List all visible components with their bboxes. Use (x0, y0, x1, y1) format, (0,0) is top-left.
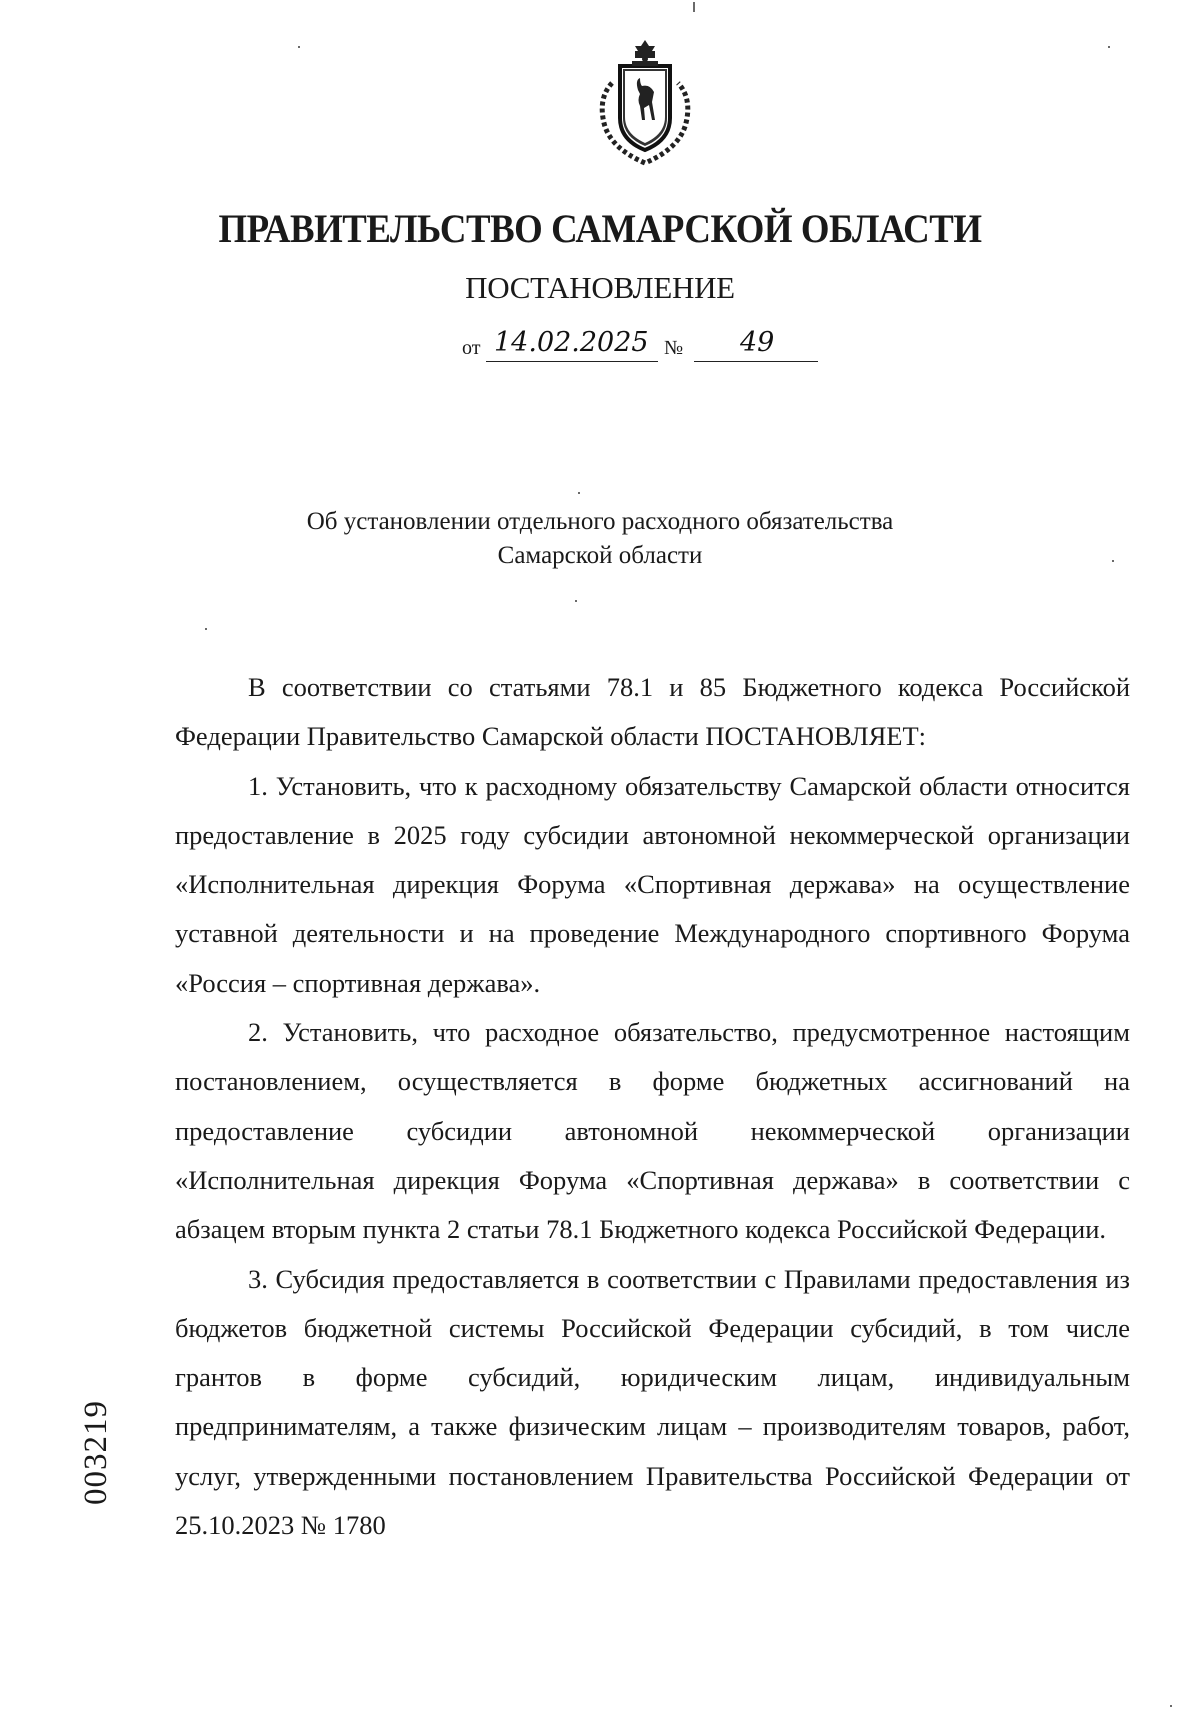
date-number-line (462, 328, 862, 364)
document-type: ПОСТАНОВЛЕНИЕ (465, 270, 735, 305)
scan-artifact (693, 2, 695, 12)
scan-artifact (1112, 560, 1114, 562)
date-label: от (462, 337, 481, 359)
clause-paragraph: 1. Установить, что к расходному обязательству Самарской области относится предоставление в 2025 году субсидии автономной некоммерческой организации «Исполнительная дирекция Форума «Спортивная держава» на осуществление уставной деятельности и на проведение Международного спортивного Форума «Россия – спортивная держава». (175, 770, 1130, 998)
date-underline (486, 361, 658, 362)
preamble-paragraph: В соответствии со статьями 78.1 и 85 Бюджетного кодекса Российской Федерации Правительство Самарской области ПОСТАНОВЛЯЕТ: (175, 672, 1130, 752)
clause-paragraph: 3. Субсидия предоставляется в соответствии с Правилами предоставления из бюджетов бюджетной системы Российской Федерации субсидий, в том числе грантов в форме субсидий, юридическим лицам, индивидуальным предпринимателям, а также физическим лицам – производителям товаров, работ, услуг, утвержденными постановлением Правительства Российской Федерации от 25.10.2023 № 1780 (175, 1263, 1130, 1541)
scan-artifact (205, 628, 207, 630)
document-body (175, 663, 1130, 1550)
number-label: № (664, 337, 684, 359)
scan-artifact (575, 600, 577, 602)
subject-line: Самарской области (497, 542, 703, 569)
samara-coat-of-arms-icon (590, 38, 700, 168)
document-subject (0, 505, 1200, 573)
registration-number: 003219 (78, 1400, 114, 1505)
number-underline (694, 361, 818, 362)
scan-artifact (1170, 1705, 1172, 1707)
scan-artifact (1108, 46, 1110, 48)
clause-paragraph: 2. Установить, что расходное обязательство, предусмотренное настоящим постановлением, осуществляется в форме бюджетных ассигнований на предоставление субсидии автономной некоммерческой организации «Исполнительная дирекция Форума «Спортивная держава» в соответствии с абзацем вторым пункта 2 статьи 78.1 Бюджетного кодекса Российской Федерации. (175, 1017, 1130, 1245)
date-value: 14.02.2025 (494, 327, 649, 358)
number-value: 49 (740, 327, 775, 358)
organization-title: ПРАВИТЕЛЬСТВО САМАРСКОЙ ОБЛАСТИ (218, 206, 982, 251)
scan-artifact (578, 492, 580, 494)
scan-artifact (298, 46, 300, 48)
subject-line: Об установлении отдельного расходного обязательства (306, 508, 894, 535)
